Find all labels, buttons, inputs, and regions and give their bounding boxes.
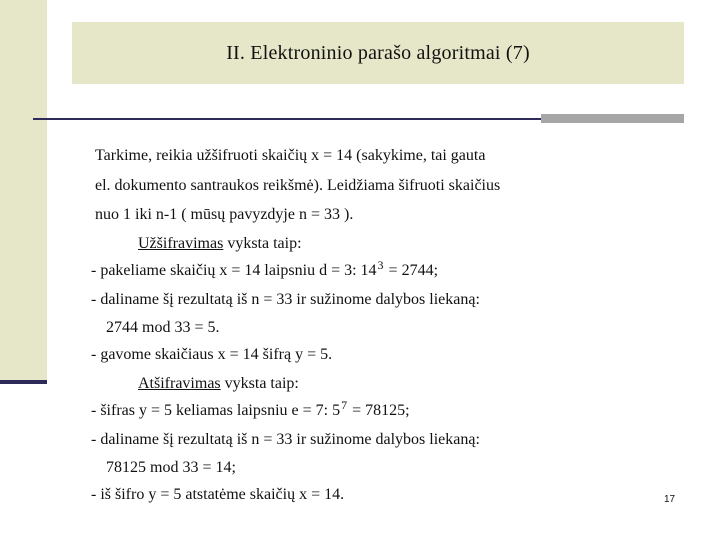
encryption-step-1: - pakeliame skaičių x = 14 laipsniu d = 3: 14 (91, 262, 377, 279)
body-line-5 (91, 258, 439, 280)
decryption-step-1-result: = 78125; (348, 402, 410, 419)
decryption-step-1: - šifras y = 5 keliamas laipsniu e = 7: 5 (91, 402, 341, 419)
decryption-heading-rest: vyksta taip: (220, 375, 299, 392)
body-line-11: - daliname šį rezultatą iš n = 33 ir sužinome dalybos liekaną: (91, 431, 480, 448)
encryption-heading-rest: vyksta taip: (223, 235, 302, 252)
body-line-6: - daliname šį rezultatą iš n = 33 ir sužinome dalybos liekaną: (91, 291, 480, 308)
exponent-e: 7 (341, 398, 348, 412)
encryption-step-1-result: = 2744; (384, 262, 439, 279)
body-line-9 (138, 375, 299, 393)
body-line-3: nuo 1 iki n-1 ( mūsų pavyzdyje n = 33 ). (95, 206, 354, 223)
body-line-2: el. dokumento santraukos reikšmė). Leidžiama šifruoti skaičius (95, 177, 501, 194)
body-line-4 (138, 235, 302, 253)
slide-title: II. Elektroninio parašo algoritmai (7) (226, 41, 530, 64)
decryption-heading: Atšifravimas (138, 375, 221, 392)
body-line-8: - gavome skaičiaus x = 14 šifrą y = 5. (91, 346, 333, 363)
encryption-heading: Užšifravimas (138, 235, 224, 252)
body-line-10 (91, 398, 410, 420)
body-line-13: - iš šifro y = 5 atstatėme skaičių x = 14. (91, 486, 345, 503)
body-line-7: 2744 mod 33 = 5. (106, 319, 220, 336)
body-line-12: 78125 mod 33 = 14; (106, 459, 236, 476)
exponent-d: 3 (377, 258, 384, 272)
body-line-1: Tarkime, reikia užšifruoti skaičių x = 14 (sakykime, tai gauta (95, 147, 486, 164)
page-number: 17 (664, 494, 676, 505)
